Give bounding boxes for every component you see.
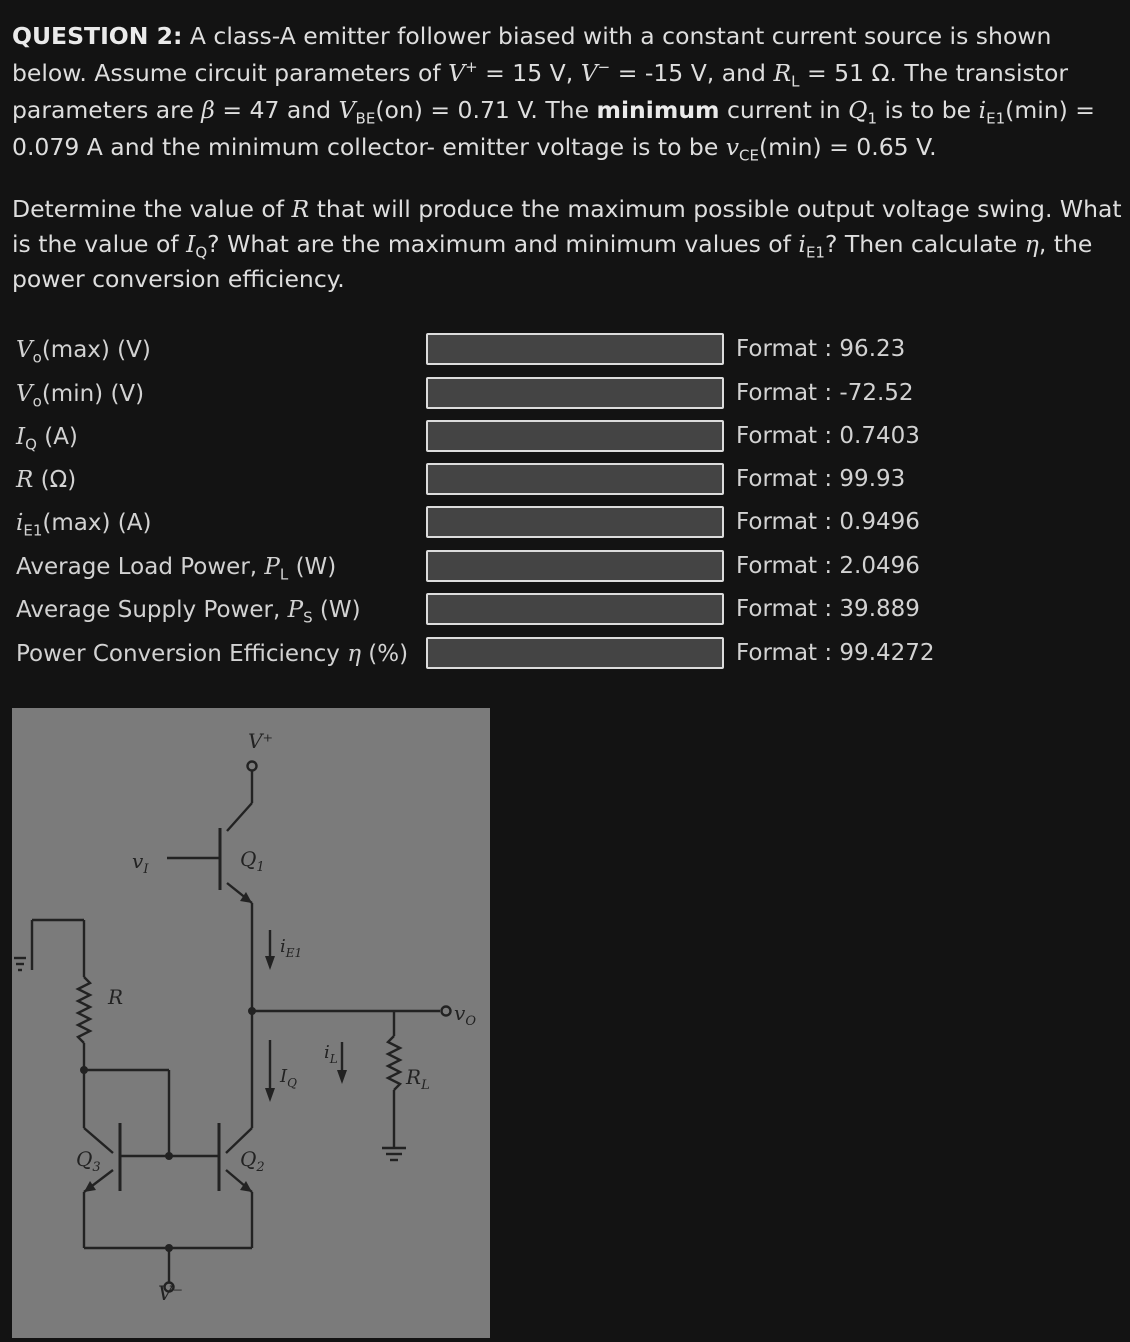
answer-input-eta[interactable] bbox=[426, 637, 724, 669]
question-text-part: A class-A emitter follower biased with a constant current source is shown below. Assume circuit parameters of bbox=[12, 22, 1052, 87]
label-var: R bbox=[16, 467, 34, 493]
vo-terminal bbox=[442, 1007, 451, 1016]
label-post: (W) bbox=[312, 597, 361, 623]
vminus-label: V⁻ bbox=[158, 1281, 183, 1305]
label-post: (%) bbox=[361, 641, 409, 667]
format-hint: Format : 0.9496 bbox=[736, 509, 920, 535]
sub: 1 bbox=[867, 109, 877, 128]
r-resistor bbox=[78, 977, 90, 1043]
vplus-label: V⁺ bbox=[248, 729, 273, 753]
label-sub: L bbox=[279, 565, 289, 584]
sub: CE bbox=[739, 146, 759, 165]
answer-row-ps bbox=[0, 593, 1130, 633]
label-post: (max) (A) bbox=[42, 510, 152, 536]
task-text-part: that will produce the maximum possible output voltage swing. What is the value of bbox=[12, 195, 1122, 258]
answer-label bbox=[16, 597, 361, 627]
question-text-part: (min) = 0.079 A and the minimum collector- emitter voltage is to be bbox=[12, 96, 1095, 161]
task-text-part: , the power conversion efficiency. bbox=[12, 230, 1093, 293]
vplus-terminal bbox=[248, 762, 257, 771]
label-sub: E1 bbox=[23, 521, 43, 540]
label-pre: Average Load Power, bbox=[16, 554, 265, 580]
var-vce: v bbox=[725, 133, 740, 161]
label-var: i bbox=[16, 510, 24, 536]
var-eta: η bbox=[1024, 230, 1039, 258]
label-var: P bbox=[264, 554, 280, 580]
task-text-part: Determine the value of bbox=[12, 195, 292, 223]
format-hint: Format : 2.0496 bbox=[736, 553, 920, 579]
sup: + bbox=[465, 58, 478, 77]
question-text-part: = 15 V, bbox=[477, 59, 581, 87]
label-pre: Power Conversion Efficiency bbox=[16, 641, 348, 667]
question-text-part: = 51 Ω. The transistor parameters are bbox=[12, 59, 1069, 124]
label-pre: Average Supply Power, bbox=[16, 597, 288, 623]
var-r: R bbox=[291, 195, 310, 223]
answer-label bbox=[16, 337, 151, 367]
format-hint: Format : 39.889 bbox=[736, 596, 920, 622]
sub: E1 bbox=[986, 109, 1006, 128]
ie1-label: $i_{E1}$ bbox=[280, 936, 303, 960]
vo-label: $v_O$ bbox=[454, 1001, 476, 1029]
label-var: V bbox=[16, 381, 33, 407]
question-text-part: is to be bbox=[876, 96, 979, 124]
question-text-part: (on) = 0.71 V. The bbox=[375, 96, 597, 124]
label-sub: o bbox=[32, 392, 42, 411]
var-beta: β bbox=[201, 96, 215, 124]
var-ie1: i bbox=[978, 96, 987, 124]
var-vplus: V bbox=[448, 59, 466, 87]
sub: E1 bbox=[805, 243, 825, 262]
rl-label: $R_L$ bbox=[406, 1065, 430, 1093]
label-var: P bbox=[287, 597, 304, 623]
question-text bbox=[12, 18, 1117, 166]
label-post: (W) bbox=[288, 554, 337, 580]
label-var: V bbox=[16, 337, 33, 363]
iq-label: $I_Q$ bbox=[280, 1066, 297, 1090]
answer-label bbox=[16, 424, 78, 454]
answer-label bbox=[16, 641, 408, 667]
answer-label bbox=[16, 467, 76, 493]
il-label: $i_L$ bbox=[324, 1042, 338, 1066]
task-text bbox=[12, 192, 1122, 297]
answer-row-vo-max bbox=[0, 333, 1130, 373]
sub: Q bbox=[195, 243, 208, 262]
format-hint: Format : 99.93 bbox=[736, 466, 906, 492]
sup: − bbox=[597, 58, 611, 77]
answer-input-ie1-max[interactable] bbox=[426, 506, 724, 538]
task-text-part: ? Then calculate bbox=[824, 230, 1025, 258]
var-q1: Q bbox=[848, 96, 868, 124]
q3-emitter-arrow bbox=[84, 1181, 96, 1192]
q3-label: $Q_3$ bbox=[76, 1147, 101, 1175]
label-post: (A) bbox=[36, 424, 78, 450]
iq-arrow bbox=[265, 1088, 275, 1102]
question-text-part: (min) = 0.65 V. bbox=[759, 133, 937, 161]
var-iq: I bbox=[186, 230, 196, 258]
answer-label bbox=[16, 510, 152, 540]
answer-row-r bbox=[0, 463, 1130, 503]
task-text-part: ? What are the maximum and minimum values of bbox=[207, 230, 799, 258]
q2-label: $Q_2$ bbox=[240, 1147, 265, 1175]
label-post: (min) (V) bbox=[41, 381, 145, 407]
question-title: QUESTION 2: bbox=[12, 22, 183, 50]
answer-row-pl bbox=[0, 550, 1130, 590]
format-hint: Format : 99.4272 bbox=[736, 640, 935, 666]
format-hint: Format : 96.23 bbox=[736, 336, 906, 362]
ie1-arrow bbox=[265, 956, 275, 970]
answer-row-eta bbox=[0, 637, 1130, 677]
answer-input-pl[interactable] bbox=[426, 550, 724, 582]
var-rl: R bbox=[773, 59, 792, 87]
answer-row-ie1-max bbox=[0, 506, 1130, 546]
answer-input-vo-max[interactable] bbox=[426, 333, 724, 365]
circuit-svg bbox=[12, 708, 490, 1338]
sub: L bbox=[791, 72, 800, 91]
vi-label: $v_I$ bbox=[132, 849, 149, 877]
question-text-part: current in bbox=[719, 96, 849, 124]
answer-row-iq bbox=[0, 420, 1130, 460]
sub: BE bbox=[355, 109, 376, 128]
label-post: (max) (V) bbox=[41, 337, 151, 363]
il-arrow bbox=[337, 1070, 347, 1084]
question-text-part: = 47 and bbox=[214, 96, 339, 124]
answer-input-iq[interactable] bbox=[426, 420, 724, 452]
label-var: η bbox=[347, 641, 361, 667]
q1-label: $Q_1$ bbox=[240, 847, 265, 875]
var-vminus: V bbox=[580, 59, 598, 87]
circuit-diagram bbox=[12, 708, 490, 1338]
label-var: I bbox=[16, 424, 26, 450]
format-hint: Format : 0.7403 bbox=[736, 423, 920, 449]
label-post: (Ω) bbox=[33, 467, 77, 493]
answer-label bbox=[16, 554, 337, 584]
label-sub: Q bbox=[25, 435, 37, 454]
answer-input-vo-min[interactable] bbox=[426, 377, 724, 409]
answer-input-ps[interactable] bbox=[426, 593, 724, 625]
answer-row-vo-min bbox=[0, 377, 1130, 417]
label-sub: o bbox=[32, 348, 42, 367]
answer-input-r[interactable] bbox=[426, 463, 724, 495]
bold-minimum: minimum bbox=[596, 96, 720, 124]
format-hint: Format : -72.52 bbox=[736, 380, 914, 406]
label-sub: S bbox=[303, 608, 313, 627]
answer-label bbox=[16, 381, 145, 411]
rl-resistor bbox=[388, 1036, 400, 1090]
r-label: R bbox=[108, 985, 124, 1009]
var-vbe: V bbox=[338, 96, 356, 124]
question-text-part: = -15 V, and bbox=[610, 59, 774, 87]
var-ie: i bbox=[798, 230, 806, 258]
